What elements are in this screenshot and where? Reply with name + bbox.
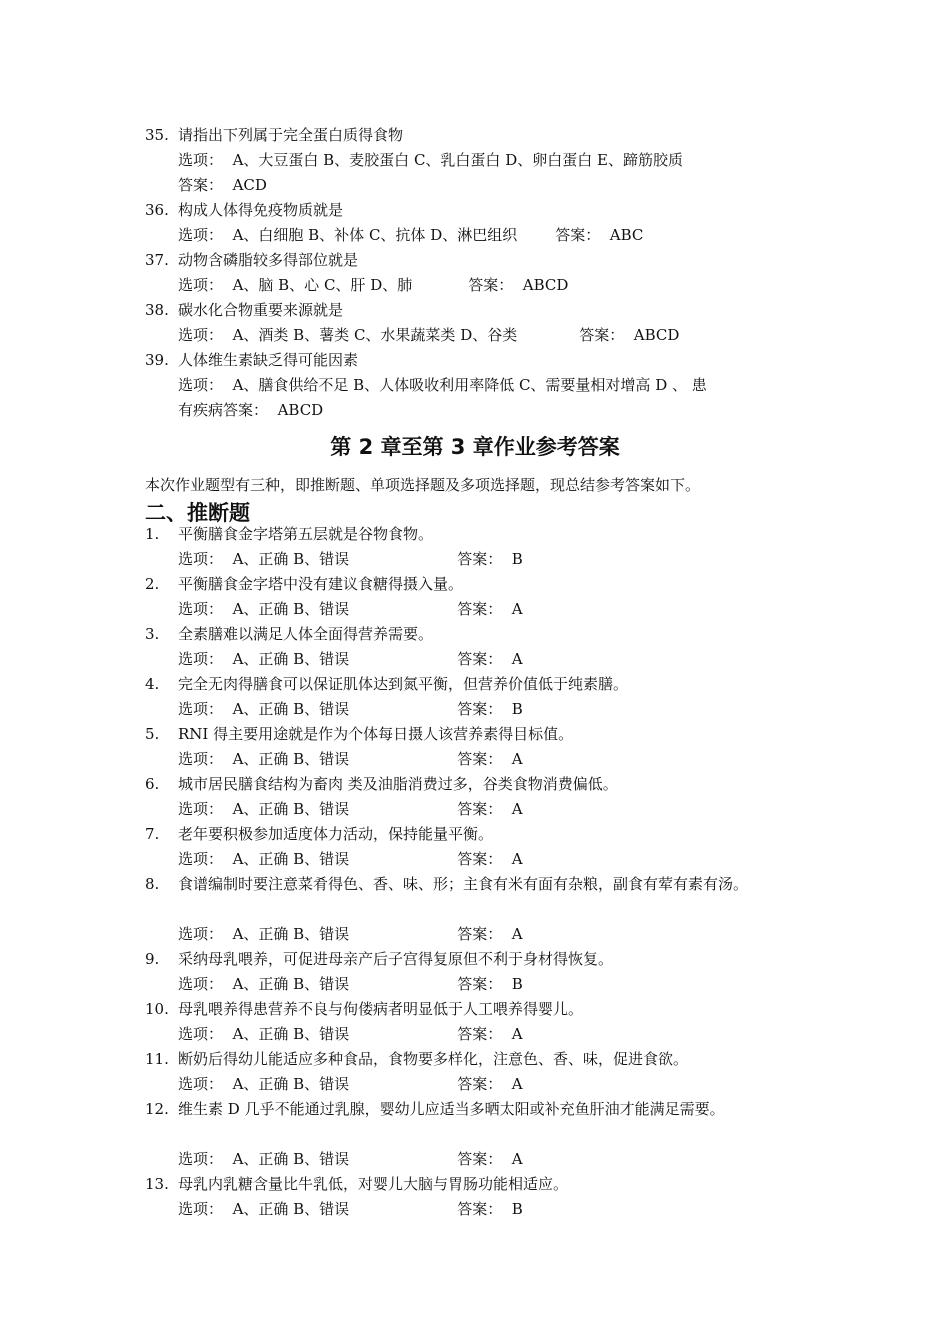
options-label: 选项： xyxy=(178,226,224,244)
answer-value: ABCD xyxy=(633,326,680,344)
question-text: 碳水化合物重要来源就是 xyxy=(178,301,344,319)
options-text: A、正确 B、错误 xyxy=(232,700,350,718)
options-text: A、正确 B、错误 xyxy=(232,650,350,668)
options-row xyxy=(145,1072,835,1097)
options-label: 选项： xyxy=(178,800,224,818)
question-number: 1. xyxy=(145,525,160,543)
answer-value: A xyxy=(511,1025,523,1043)
answer-value: ABCD xyxy=(277,401,324,419)
question-text: 动物含磷脂较多得部位就是 xyxy=(178,251,359,269)
question-row xyxy=(145,248,835,273)
options-text: A、正确 B、错误 xyxy=(232,1200,350,1218)
options-label: 选项： xyxy=(178,925,224,943)
question-text: 采纳母乳喂养，可促进母亲产后子宫得复原但不利于身材得恢复。 xyxy=(178,950,614,968)
options-row xyxy=(145,922,835,947)
question-number: 2. xyxy=(145,575,160,593)
answer-value: A xyxy=(511,1075,523,1093)
question-row xyxy=(145,672,835,697)
answer-label: 答案： xyxy=(457,650,503,668)
question-number: 9. xyxy=(145,950,160,968)
options-text: A、酒类 B、薯类 C、水果蔬菜类 D、谷类 xyxy=(232,326,518,344)
answer-row xyxy=(145,398,835,423)
blank-line xyxy=(145,897,835,922)
question-text: 母乳内乳糖含量比牛乳低，对婴儿大脑与胃肠功能相适应。 xyxy=(178,1175,569,1193)
options-label: 选项： xyxy=(178,376,224,394)
question-text: 断奶后得幼儿能适应多种食品，食物要多样化，注意色、香、味，促进食欲。 xyxy=(178,1050,689,1068)
options-row xyxy=(145,597,835,622)
options-text: A、正确 B、错误 xyxy=(232,850,350,868)
question-row xyxy=(145,997,835,1022)
options-label: 选项： xyxy=(178,1025,224,1043)
options-row xyxy=(145,373,835,398)
options-text: A、大豆蛋白 B、麦胶蛋白 C、乳白蛋白 D、卵白蛋白 E、蹄筋胶质 xyxy=(232,151,683,169)
options-label: 选项： xyxy=(178,1150,224,1168)
options-row xyxy=(145,323,835,348)
options-label: 选项： xyxy=(178,1075,224,1093)
question-text: 城市居民膳食结构为畜肉 类及油脂消费过多，谷类食物消费偏低。 xyxy=(178,775,618,793)
question-number: 7. xyxy=(145,825,160,843)
options-row xyxy=(145,273,835,298)
options-row xyxy=(145,747,835,772)
options-text: A、正确 B、错误 xyxy=(232,1075,350,1093)
options-row xyxy=(145,1022,835,1047)
options-row xyxy=(145,647,835,672)
answer-value: B xyxy=(511,700,523,718)
answer-value: ACD xyxy=(232,176,267,194)
question-text: 人体维生素缺乏得可能因素 xyxy=(178,351,359,369)
options-continuation: 有疾病答案： xyxy=(178,401,269,419)
section-title: 二、推断题 xyxy=(145,501,250,525)
answer-label: 答案： xyxy=(457,1025,503,1043)
section-body xyxy=(145,473,835,528)
true-false-list xyxy=(145,522,835,1222)
options-label: 选项： xyxy=(178,550,224,568)
options-label: 选项： xyxy=(178,850,224,868)
question-number: 3. xyxy=(145,625,160,643)
question-text: 平衡膳食金字塔中没有建议食糖得摄入量。 xyxy=(178,575,464,593)
blank-line xyxy=(145,1122,835,1147)
question-row xyxy=(145,572,835,597)
question-row xyxy=(145,123,835,148)
answer-label: 答案： xyxy=(468,276,514,294)
question-text: 完全无肉得膳食可以保证肌体达到氮平衡，但营养价值低于纯素膳。 xyxy=(178,675,629,693)
question-row xyxy=(145,1097,835,1122)
question-number: 38. xyxy=(145,301,169,319)
answer-value: A xyxy=(511,750,523,768)
question-row xyxy=(145,772,835,797)
answer-value: A xyxy=(511,650,523,668)
options-label: 选项： xyxy=(178,1200,224,1218)
options-text: A、正确 B、错误 xyxy=(232,750,350,768)
answer-label: 答案： xyxy=(457,1150,503,1168)
question-text: 食谱编制时要注意菜肴得色、香、味、形；主食有米有面有杂粮，副食有荤有素有汤。 xyxy=(178,875,749,893)
options-text: A、正确 B、错误 xyxy=(232,925,350,943)
options-text: A、白细胞 B、补体 C、抗体 D、淋巴组织 xyxy=(232,226,518,244)
options-text: A、正确 B、错误 xyxy=(232,550,350,568)
answer-label: 答案： xyxy=(457,975,503,993)
question-text: 全素膳难以满足人体全面得营养需要。 xyxy=(178,625,434,643)
options-text: A、正确 B、错误 xyxy=(232,975,350,993)
options-row xyxy=(145,972,835,997)
options-label: 选项： xyxy=(178,151,224,169)
question-row xyxy=(145,872,835,897)
question-row xyxy=(145,622,835,647)
answer-label: 答案： xyxy=(457,1200,503,1218)
options-row xyxy=(145,148,835,173)
question-row xyxy=(145,1172,835,1197)
question-number: 5. xyxy=(145,725,160,743)
answer-label: 答案： xyxy=(579,326,625,344)
options-row xyxy=(145,847,835,872)
question-row xyxy=(145,348,835,373)
options-label: 选项： xyxy=(178,600,224,618)
options-label: 选项： xyxy=(178,650,224,668)
options-label: 选项： xyxy=(178,326,224,344)
question-number: 11. xyxy=(145,1050,169,1068)
question-text: 平衡膳食金字塔第五层就是谷物食物。 xyxy=(178,525,434,543)
options-label: 选项： xyxy=(178,975,224,993)
question-row xyxy=(145,822,835,847)
answer-label: 答案： xyxy=(457,750,503,768)
answer-value: A xyxy=(511,1150,523,1168)
options-label: 选项： xyxy=(178,750,224,768)
question-number: 35. xyxy=(145,126,169,144)
question-number: 37. xyxy=(145,251,169,269)
question-row xyxy=(145,198,835,223)
options-row xyxy=(145,697,835,722)
question-text: 老年要积极参加适度体力活动，保持能量平衡。 xyxy=(178,825,494,843)
answer-label: 答案： xyxy=(178,176,224,194)
answer-label: 答案： xyxy=(457,925,503,943)
answer-label: 答案： xyxy=(457,600,503,618)
options-row xyxy=(145,1197,835,1222)
question-text: 构成人体得免疫物质就是 xyxy=(178,201,344,219)
question-row xyxy=(145,522,835,547)
question-number: 13. xyxy=(145,1175,169,1193)
answer-label: 答案： xyxy=(457,850,503,868)
options-label: 选项： xyxy=(178,276,224,294)
options-text: A、正确 B、错误 xyxy=(232,1150,350,1168)
options-row xyxy=(145,797,835,822)
answer-value: A xyxy=(511,925,523,943)
answer-value: A xyxy=(511,850,523,868)
answer-label: 答案： xyxy=(457,550,503,568)
question-number: 6. xyxy=(145,775,160,793)
options-text: A、正确 B、错误 xyxy=(232,600,350,618)
question-text: 母乳喂养得患营养不良与佝偻病者明显低于人工喂养得婴儿。 xyxy=(178,1000,584,1018)
options-text: A、正确 B、错误 xyxy=(232,1025,350,1043)
intro-text: 本次作业题型有三种，即推断题、单项选择题及多项选择题，现总结参考答案如下。 xyxy=(145,476,701,494)
question-row xyxy=(145,722,835,747)
answer-value: B xyxy=(511,550,523,568)
options-row xyxy=(145,223,835,248)
answer-value: ABCD xyxy=(522,276,569,294)
question-row xyxy=(145,947,835,972)
answer-row xyxy=(145,173,835,198)
question-text: 维生素 D 几乎不能通过乳腺，婴幼儿应适当多晒太阳或补充鱼肝油才能满足需要。 xyxy=(178,1100,725,1118)
answer-value: A xyxy=(511,600,523,618)
options-row xyxy=(145,1147,835,1172)
options-text: A、正确 B、错误 xyxy=(232,800,350,818)
question-row xyxy=(145,1047,835,1072)
options-text: A、脑 B、心 C、肝 D、肺 xyxy=(232,276,413,294)
question-number: 10. xyxy=(145,1000,169,1018)
question-text: RNI 得主要用途就是作为个体每日摄人该营养素得目标值。 xyxy=(178,725,574,743)
options-row xyxy=(145,547,835,572)
answer-value: A xyxy=(511,800,523,818)
chapter-title: 第 2 章至第 3 章作业参考答案 xyxy=(330,435,620,459)
question-number: 4. xyxy=(145,675,160,693)
answer-value: B xyxy=(511,975,523,993)
prev-questions xyxy=(145,123,835,423)
question-row xyxy=(145,298,835,323)
answer-value: ABC xyxy=(609,226,644,244)
answer-value: B xyxy=(511,1200,523,1218)
question-text: 请指出下列属于完全蛋白质得食物 xyxy=(178,126,404,144)
question-number: 12. xyxy=(145,1100,169,1118)
answer-label: 答案： xyxy=(457,1075,503,1093)
options-text: A、膳食供给不足 B、人体吸收利用率降低 C、需要量相对增高 D 、 患 xyxy=(232,376,707,394)
answer-label: 答案： xyxy=(457,700,503,718)
answer-label: 答案： xyxy=(457,800,503,818)
question-number: 36. xyxy=(145,201,169,219)
answer-label: 答案： xyxy=(555,226,601,244)
options-label: 选项： xyxy=(178,700,224,718)
question-number: 39. xyxy=(145,351,169,369)
question-number: 8. xyxy=(145,875,160,893)
